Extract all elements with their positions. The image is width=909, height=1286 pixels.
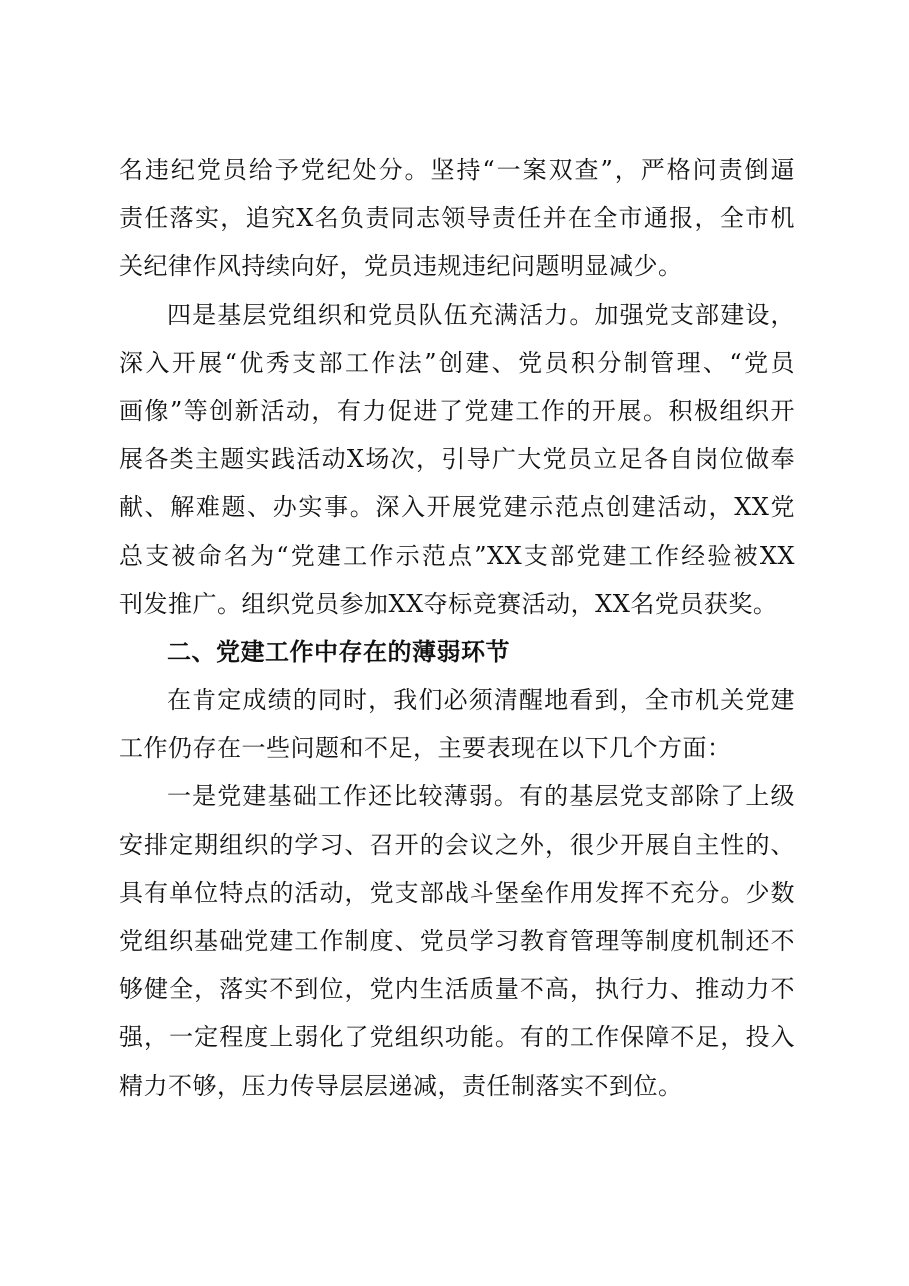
p4-line-6: 强，一定程度上弱化了党组织功能。有的工作保障不足，投入 [119, 1023, 795, 1052]
p2-line-7: 刊发推广。组织党员参加XX夺标竞赛活动，XX名党员获奖。 [119, 589, 778, 618]
document-body [119, 146, 795, 1110]
p2-line-3: 画像”等创新活动，有力促进了党建工作的开展。积极组织开 [119, 396, 795, 425]
p4-line-4: 党组织基础党建工作制度、党员学习教育管理等制度机制还不 [119, 927, 795, 955]
p4-line-1: 一是党建基础工作还比较薄弱。有的基层党支部除了上级 [167, 782, 795, 811]
p2-line-6: 总支被命名为“党建工作示范点”XX支部党建工作经验被XX [119, 541, 795, 570]
p4-line-3: 具有单位特点的活动，党支部战斗堡垒作用发挥不充分。少数 [119, 878, 795, 907]
p1-line-2: 责任落实，追究X名负责同志领导责任并在全市通报，全市机 [119, 204, 795, 233]
p3-line-2: 工作仍存在一些问题和不足，主要表现在以下几个方面： [119, 734, 732, 763]
p4-line-7: 精力不够，压力传导层层递减，责任制落实不到位。 [119, 1071, 683, 1100]
p2-line-2: 深入开展“优秀支部工作法”创建、党员积分制管理、“党员 [119, 348, 795, 377]
p1-line-1: 名违纪党员给予党纪处分。坚持“一案双查”，严格问责倒逼 [119, 156, 795, 184]
p3-line-1: 在肯定成绩的同时，我们必须清醒地看到，全市机关党建 [167, 686, 795, 715]
p4-line-5: 够健全，落实不到位，党内生活质量不高，执行力、推动力不 [119, 975, 795, 1004]
p2-line-5: 献、解难题、办实事。深入开展党建示范点创建活动，XX党 [119, 493, 795, 522]
p2-line-4: 展各类主题实践活动X场次，引导广大党员立足各自岗位做奉 [119, 445, 795, 474]
p2-line-1: 四是基层党组织和党员队伍充满活力。加强党支部建设， [167, 300, 795, 329]
p4-line-2: 安排定期组织的学习、召开的会议之外，很少开展自主性的、 [119, 830, 795, 859]
section-heading: 二、党建工作中存在的薄弱环节 [167, 637, 510, 666]
p1-line-3: 关纪律作风持续向好，党员违规违纪问题明显减少。 [119, 252, 683, 281]
